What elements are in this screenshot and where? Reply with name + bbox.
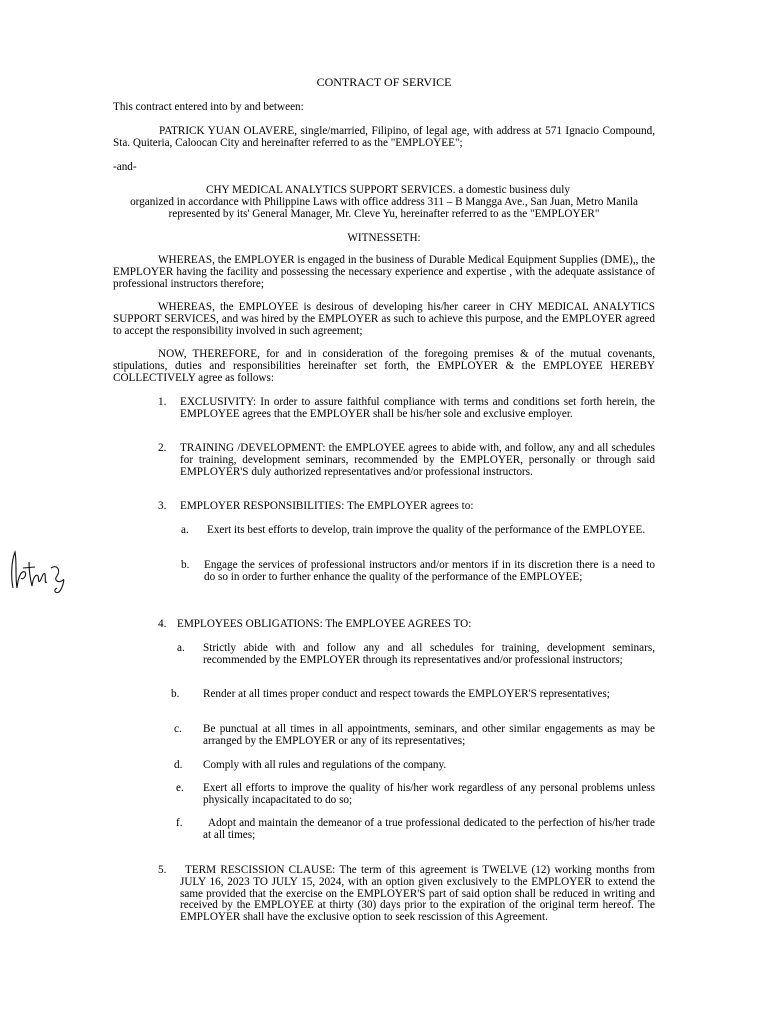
clause-text: EMPLOYEES OBLIGATIONS: The EMPLOYEE AGREES TO: [177, 618, 472, 630]
clause-text: EXCLUSIVITY: In order to assure faithful compliance with terms and conditions set forth herein, the EMPLOYEE agrees that the EMPLOYER shall be his/her sole and exclusive employer. [180, 396, 655, 420]
whereas-paragraph-1: WHEREAS, the EMPLOYER is engaged in the business of Durable Medical Equipment Supplies (DME),, the EMPLOYER having the facility and possessing the necessary experience and expertise , with the adequate assistance of professional instructors therefore; [113, 254, 655, 290]
employer-party-first-line: CHY MEDICAL ANALYTICS SUPPORT SERVICES. a domestic business duly [206, 184, 570, 196]
item-text: Strictly abide with and follow any and all schedules for training, development seminars, recommended by the EMPLOYER through its representatives and/or professional instructors; [203, 642, 655, 666]
clause-number: 2. [158, 442, 167, 454]
clause-text: TERM RESCISSION CLAUSE: The term of this agreement is TWELVE (12) working months from JULY 16, 2023 TO JULY 15, 2024, with an option given exclusively to the EMPLOYER to extend the same provided that the exercise on the EMPLOYER'S part of said option shall be reduced in writing and received by the EMPLOYEE at thirty (30) days prior to the expiration of the original term hereof. The EMPLOYER shall have the exclusive option to seek rescission of this Agreement. [180, 864, 655, 924]
item-letter: f. [176, 817, 183, 829]
item-letter: d. [174, 759, 183, 771]
witnesseth-heading: WITNESSETH: [347, 232, 421, 244]
item-letter: a. [181, 524, 189, 536]
item-text: Exert its best efforts to develop, train improve the quality of the performance of the EMPLOYEE. [207, 524, 646, 536]
signature-scribble [5, 548, 69, 596]
employer-party-paragraph [113, 185, 655, 220]
intro-text: This contract entered into by and between: [113, 101, 304, 113]
item-letter: e. [176, 782, 184, 794]
item-text: Exert all efforts to improve the quality of his/her work regardless of any personal problems unless physically incapacitated to do so; [203, 782, 655, 806]
whereas-paragraph-2: WHEREAS, the EMPLOYEE is desirous of developing his/her career in CHY MEDICAL ANALYTICS SUPPORT SERVICES, and was hired by the EMPLOYER as such to achieve this purpose, and the EMPLOYER agreed to accept the responsibility involved in such agreement; [113, 301, 655, 337]
item-text: Adopt and maintain the demeanor of a true professional dedicated to the perfection of his/her trade at all times; [203, 817, 655, 841]
item-letter: b. [181, 559, 190, 571]
clause-number: 3. [158, 500, 167, 512]
item-text: Be punctual at all times in all appointments, seminars, and other similar engagements as may be arranged by the EMPLOYER or any of its representatives; [203, 723, 655, 747]
document-title: CONTRACT OF SERVICE [316, 75, 452, 89]
employee-party-paragraph: PATRICK YUAN OLAVERE, single/married, Filipino, of legal age, with address at 571 Ignacio Compound, Sta. Quiteria, Caloocan City and hereinafter referred to as the "EMPLOYEE"; [113, 125, 655, 149]
clause-text: EMPLOYER RESPONSIBILITIES: The EMPLOYER agrees to: [180, 500, 474, 512]
and-separator: -and- [113, 161, 137, 173]
item-letter: c. [174, 723, 182, 735]
item-text: Render at all times proper conduct and respect towards the EMPLOYER'S representatives; [203, 688, 610, 700]
now-therefore-paragraph: NOW, THEREFORE, for and in consideration of the foregoing premises & of the mutual covenants, stipulations, duties and responsibilities hereinafter set forth, the EMPLOYER & the EMPLOYEE HEREBY COLLECTIVELY agree as follows: [113, 348, 655, 384]
clause-number: 1. [158, 396, 167, 408]
clause-number: 5. [158, 864, 167, 876]
item-text: Engage the services of professional instructors and/or mentors if in its discretion there is a need to do so in order to further enhance the quality of the performance of the EMPLOYEE; [204, 559, 655, 583]
item-text: Comply with all rules and regulations of the company. [203, 759, 447, 771]
employer-party-rest: organized in accordance with Philippine Laws with office address 311 – B Mangga Ave., San Juan, Metro Manila represented by its' General Manager, Mr. Cleve Yu, hereinafter referred to as the "EMPLOYER" [130, 195, 638, 220]
clause-text: TRAINING /DEVELOPMENT: the EMPLOYEE agrees to abide with, and follow, any and all schedules for training, development seminars, recommended by the EMPLOYER, personally or through said EMPLOYER'S duly authorized representatives and/or professional instructors. [180, 442, 655, 478]
clause-number: 4. [158, 618, 167, 630]
item-letter: a. [177, 642, 185, 654]
item-letter: b. [171, 688, 180, 700]
